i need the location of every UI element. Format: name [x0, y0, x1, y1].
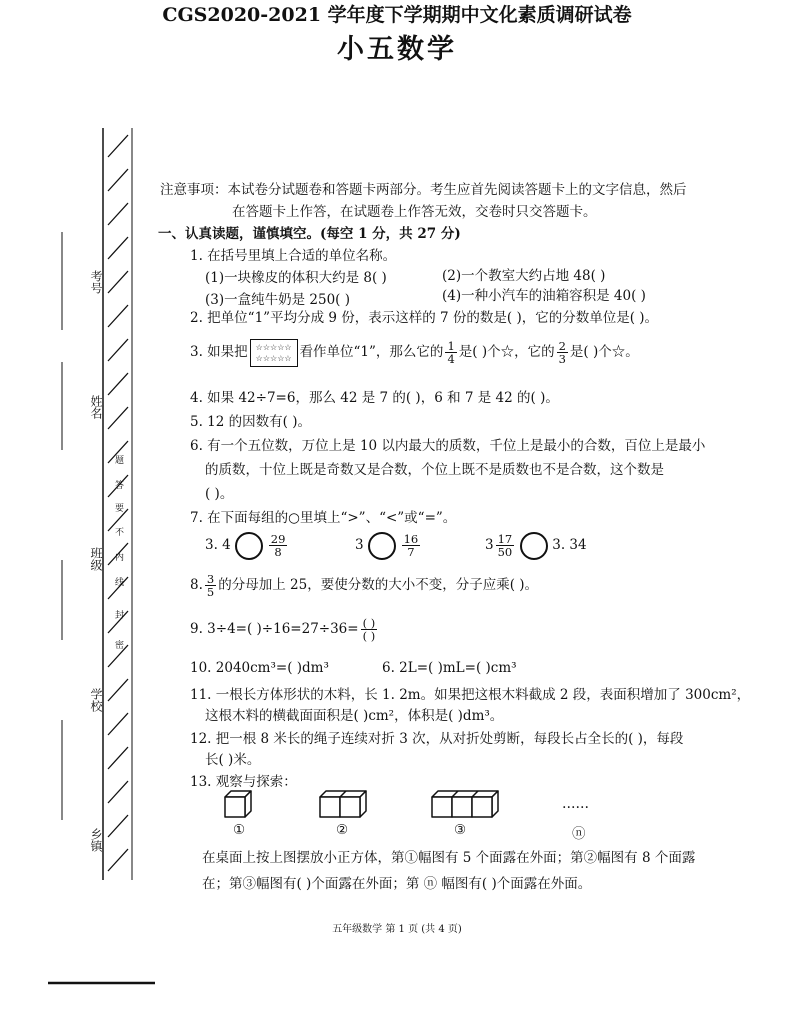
q6-line-3: ( )。 [205, 486, 234, 502]
margin-label-xingming: 姓名 [89, 395, 103, 419]
exam-subtitle: 小五数学 [337, 34, 457, 65]
q13-line-2: 在；第③幅图有( )个面露在外面；第 ⓝ 幅图有( )个面露在外面。 [202, 876, 592, 892]
q11-line-2: 这根木料的横截面面积是( )cm²，体积是( )dm³。 [205, 708, 504, 724]
figure-label-1: ① [233, 822, 246, 838]
q9-fraction: $\frac{( )}{( )}$ [362, 616, 376, 643]
q1-a: (1)一块橡皮的体积大约是 8( ) [205, 270, 387, 286]
q12-line-2: 长( )米。 [205, 752, 261, 768]
q3-mid: 看作单位“1”，那么它的 [299, 344, 444, 360]
q11-line-1: 11. 一根长方体形状的木料，长 1. 2m。如果把这根木料截成 2 段，表面积增加了 300cm²， [190, 687, 751, 703]
q10-b: 6. 2L=( )mL=( )cm³ [382, 660, 517, 676]
q2: 2. 把单位“1”平均分成 9 份，表示这样的 7 份的数是( )，它的分数单位是( )。 [190, 310, 659, 326]
seal-line-7: 密 [113, 640, 123, 649]
q1-d: (4)一种小汽车的油箱容积是 40( ) [442, 288, 646, 304]
q1-b: (2)一个教室大约占地 48( ) [442, 268, 606, 284]
q4: 4. 如果 42÷7=6，那么 42 是 7 的( )，6 和 7 是 42 的( )。 [190, 390, 559, 406]
q7-fraction-2: $\frac{16}{7}$ [403, 532, 419, 559]
page-footer: 五年级数学 第 1 页 (共 4 页) [332, 924, 462, 935]
seal-line-4: 内 [113, 552, 123, 561]
seal-line-3: 不 [113, 527, 123, 536]
q5: 5. 12 的因数有( )。 [190, 414, 311, 430]
q13-stem: 13. 观察与探索： [190, 774, 297, 790]
seal-line-6: 封 [113, 610, 123, 619]
margin-label-kaohao: 考号 [89, 270, 103, 294]
cube-figure-2 [320, 791, 366, 817]
margin-label-xuexiao: 学校 [89, 688, 103, 712]
q12-line-1: 12. 把一根 8 米长的绳子连续对折 3 次，从对折处剪断，每段长占全长的( )，每段 [190, 731, 684, 747]
q6-line-1: 6. 有一个五位数，万位上是 10 以内最大的质数，千位上是最小的合数，百位上是最小 [190, 438, 706, 454]
seal-line-1: 答 [113, 480, 123, 489]
q3-fraction-1: $\frac{1}{4}$ [447, 339, 455, 366]
cube-figure-3 [432, 791, 498, 817]
seal-line-2: 要 [113, 503, 123, 512]
q7-group-2: 3 $\frac{16}{7}$ [355, 532, 419, 559]
star-row-1: ☆☆☆☆☆ [255, 342, 292, 352]
section-1-heading: 一、认真读题，谨慎填空。(每空 1 分，共 27 分) [158, 226, 461, 242]
q8-fraction: $\frac{3}{5}$ [206, 572, 215, 599]
q3-post: 是( )个☆。 [569, 344, 639, 360]
q7-group-1: 3. 4 $\frac{29}{8}$ [205, 532, 286, 559]
q3-pre: 3. 如果把 [190, 344, 248, 360]
q3-fraction-2: $\frac{2}{3}$ [558, 339, 566, 366]
q8: 8. $\frac{3}{5}$ 的分母加上 25，要使分数的大小不变，分子应乘( )。 [190, 572, 539, 599]
figure-label-n: ⓝ [572, 826, 586, 842]
notice-line-2: 在答题卡上作答，在试题卷上作答无效，交卷时只交答题卡。 [232, 204, 597, 220]
exam-title: CGS2020-2021 学年度下学期期中文化素质调研试卷 [162, 4, 632, 26]
q13-line-1: 在桌面上按上图摆放小正方体，第①幅图有 5 个面露在外面；第②幅图有 8 个面露 [202, 850, 696, 866]
q1-stem: 1. 在括号里填上合适的单位名称。 [190, 248, 397, 264]
seal-line-5: 线 [113, 577, 123, 586]
figure-label-3: ③ [454, 822, 467, 838]
q10-a: 10. 2040cm³=( )dm³ [190, 660, 329, 676]
figure-label-2: ② [336, 822, 349, 838]
notice-line-1: 注意事项：本试卷分试题卷和答题卡两部分。考生应首先阅读答题卡上的文字信息，然后 [160, 182, 687, 198]
q3-mid2: 是( )个☆，它的 [458, 344, 555, 360]
q6-line-2: 的质数，十位上既是奇数又是合数，个位上既不是质数也不是合数，这个数是 [205, 462, 664, 478]
q7-stem: 7. 在下面每组的○里填上“>”、“<”或“=”。 [190, 510, 457, 526]
q7-fraction-3: $\frac{17}{50}$ [497, 532, 513, 559]
star-row-2: ☆☆☆☆☆ [255, 353, 292, 363]
seal-line-0: 题 [113, 455, 123, 464]
q7-fraction-1: $\frac{29}{8}$ [270, 532, 286, 559]
q1-c: (3)一盒纯牛奶是 250( ) [205, 292, 351, 308]
figure-ellipsis: …… [562, 796, 589, 812]
margin-label-banji: 班级 [89, 547, 103, 571]
margin-label-xiangzhen: 乡镇 [89, 828, 103, 852]
cube-figure-1 [225, 791, 251, 817]
q9: 9. 3÷4=( )÷16=27÷36= $\frac{( )}{( )}$ [190, 616, 376, 643]
q7-group-3: 3 $\frac{17}{50}$ 3. 34 [485, 532, 587, 559]
